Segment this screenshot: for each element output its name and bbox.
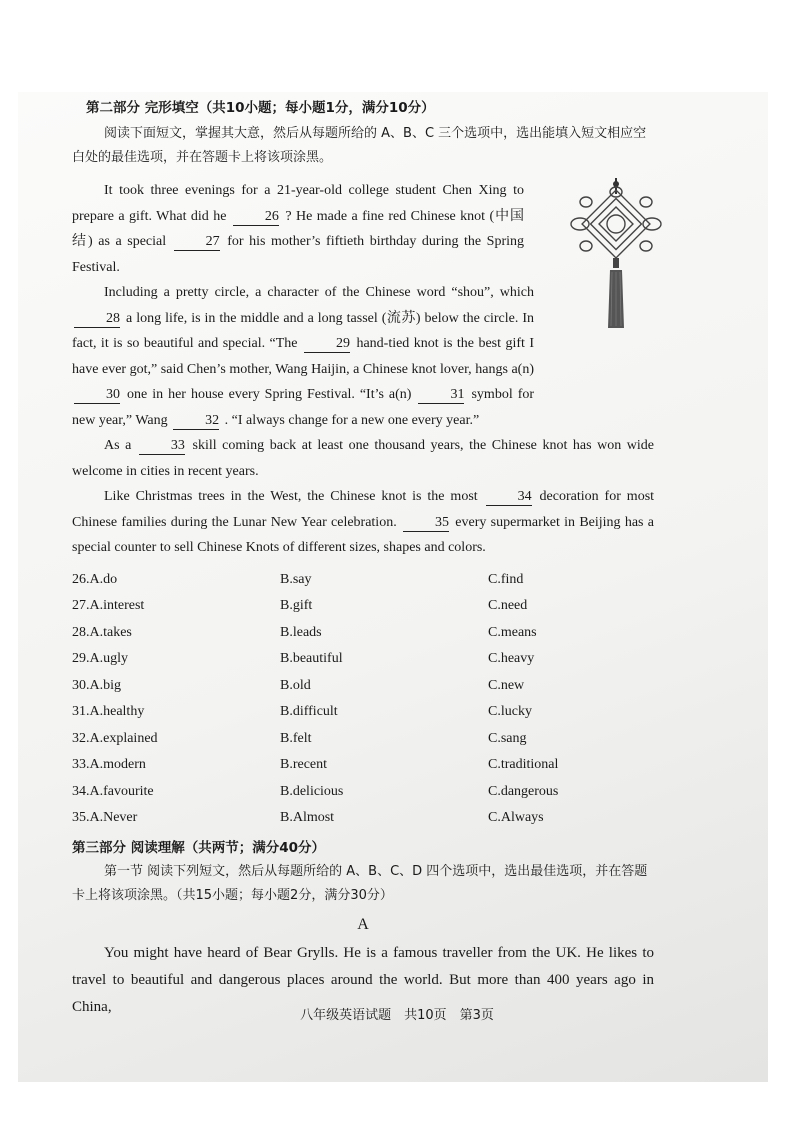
- passage-paragraph-4: [72, 484, 654, 561]
- option-b: B.beautiful: [280, 651, 343, 666]
- passage-text: As a: [104, 438, 132, 453]
- blank-33: 33: [139, 438, 185, 455]
- option-c: C.heavy: [488, 651, 535, 666]
- option-row: [72, 673, 654, 700]
- blank-34: 34: [486, 489, 532, 506]
- blank-30: 30: [74, 387, 120, 404]
- option-c: C.sang: [488, 730, 527, 746]
- passage-a-title: A: [357, 915, 369, 933]
- blank-26: 26: [233, 209, 279, 226]
- option-b: B.recent: [280, 757, 328, 772]
- option-c: C.need: [488, 598, 528, 613]
- chinese-knot-illustration: [570, 178, 662, 338]
- option-c: C.traditional: [488, 757, 559, 772]
- option-b: B.Almost: [280, 810, 335, 825]
- passage-text: hand-tied knot is the best gift I have ever got,” said Chen’s mother, Wang Haijin, a Chinese knot lover, hangs a(n): [72, 336, 534, 377]
- option-row: [72, 593, 654, 620]
- passage-paragraph-3: [72, 433, 654, 484]
- option-b: B.leads: [280, 624, 322, 640]
- option-c: C.new: [488, 677, 525, 693]
- blank-28: 28: [74, 311, 120, 328]
- option-row: [72, 646, 654, 673]
- option-c: C.Always: [488, 810, 544, 825]
- option-row: [72, 779, 654, 806]
- option-a: 32.A.explained: [72, 730, 158, 746]
- option-c: C.dangerous: [488, 783, 559, 799]
- option-a: 29.A.ugly: [72, 651, 128, 666]
- option-b: B.say: [280, 571, 312, 587]
- option-a: 34.A.favourite: [72, 783, 154, 799]
- part3-title: 第三部分 阅读理解（共两节；满分40分）: [72, 839, 325, 856]
- option-a: 28.A.takes: [72, 624, 132, 640]
- option-a: 26.A.do: [72, 571, 118, 587]
- passage-paragraph-1: [72, 178, 524, 280]
- option-row: [72, 699, 654, 726]
- option-a: 33.A.modern: [72, 757, 146, 772]
- part2-instruction: 阅读下面短文，掌握其大意，然后从每题所给的 A、B、C 三个选项中，选出能填入短文相应空白处的最佳选项，并在答题卡上将该项涂黑。: [72, 126, 647, 165]
- passage-text: symbol for new year,” Wang: [72, 387, 535, 428]
- option-b: B.old: [280, 677, 311, 693]
- option-row: [72, 567, 654, 594]
- options-list: [72, 567, 654, 832]
- blank-35: 35: [403, 515, 449, 532]
- blank-32: 32: [173, 413, 219, 430]
- passage-text: decoration for most Chinese families during the Lunar New Year celebration.: [72, 489, 655, 530]
- option-row: [72, 752, 654, 779]
- part2-title: 第二部分 完形填空（共10小题；每小题1分，满分10分）: [86, 100, 435, 116]
- passage-text: for his mother’s fiftieth birthday during the Spring Festival.: [72, 234, 525, 275]
- passage-text: . “I always change for a new one every year.”: [224, 412, 480, 428]
- passage-text: a long life, is in the middle and a long tassel (流苏) below the circle. In fact, it is so beautiful and special. “The: [72, 310, 535, 351]
- option-a: 27.A.interest: [72, 598, 145, 613]
- option-b: B.felt: [280, 730, 312, 746]
- page-footer: 八年级英语试题 共10页 第3页: [300, 1008, 494, 1023]
- passage-paragraph-2: [72, 280, 654, 433]
- passage-text: Like Christmas trees in the West, the Chinese knot is the most: [104, 489, 478, 504]
- option-b: B.delicious: [280, 783, 344, 799]
- option-a: 35.A.Never: [72, 810, 138, 825]
- option-row: [72, 726, 654, 753]
- passage-text: skill coming back at least one thousand years, the Chinese knot has won wide welcome in cities in recent years.: [72, 438, 655, 479]
- option-c: C.lucky: [488, 704, 532, 719]
- exam-content: [72, 96, 654, 1021]
- option-b: B.gift: [280, 598, 313, 613]
- passage-a-text: You might have heard of Bear Grylls. He is a famous traveller from the UK. He likes to travel to beautiful and dangerous places around the world. But more than 400 years ago in China,: [72, 944, 654, 1015]
- option-c: C.means: [488, 624, 537, 640]
- passage-text: every supermarket in Beijing has a special counter to sell Chinese Knots of different sizes, shapes and colors.: [72, 514, 655, 555]
- blank-27: 27: [174, 234, 220, 251]
- blank-29: 29: [304, 336, 350, 353]
- passage-text: one in her house every Spring Festival. “It’s a(n): [127, 387, 412, 402]
- option-b: B.difficult: [280, 704, 338, 719]
- option-a: 30.A.big: [72, 677, 121, 693]
- option-row: [72, 805, 654, 832]
- passage-text: Including a pretty circle, a character of the Chinese word “shou”, which: [104, 285, 534, 300]
- passage-text: ? He made a fine red Chinese knot (中国结) as a special: [72, 208, 525, 249]
- part3-instruction: 第一节 阅读下列短文，然后从每题所给的 A、B、C、D 四个选项中，选出最佳选项，并在答题卡上将该项涂黑。（共15小题；每小题2分，满分30分）: [72, 863, 648, 903]
- option-a: 31.A.healthy: [72, 704, 145, 719]
- passage-text: It took three evenings for a 21-year-old college student Chen Xing to prepare a gift. What did he: [72, 183, 524, 224]
- option-row: [72, 620, 654, 647]
- option-c: C.find: [488, 571, 524, 587]
- blank-31: 31: [418, 387, 464, 404]
